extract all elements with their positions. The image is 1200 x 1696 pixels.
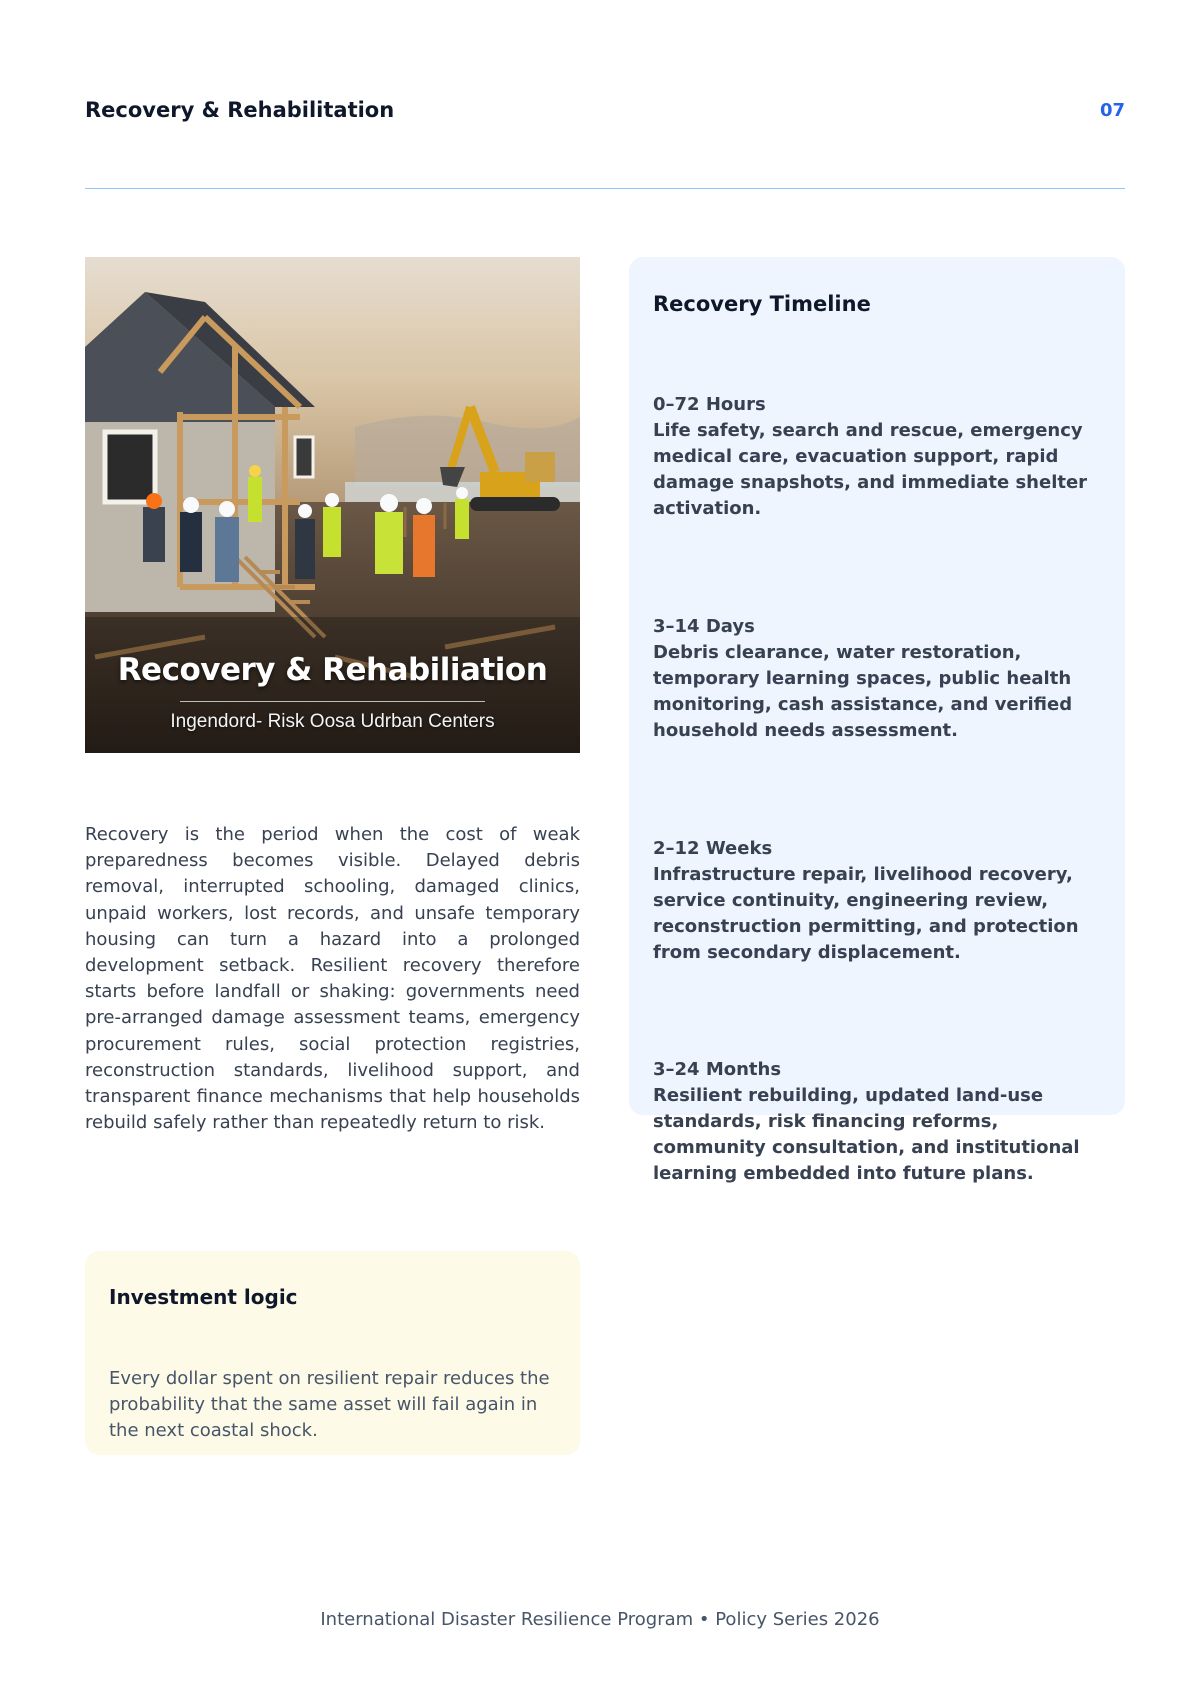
timeline-description: Life safety, search and rescue, emergency medical care, evacuation support, rapid damage snapshots, and immediate shelter activation. xyxy=(653,420,1088,519)
page-footer: International Disaster Resilience Program • Policy Series 2026 xyxy=(320,1609,880,1630)
page-header xyxy=(85,98,1125,132)
header-divider xyxy=(85,188,1125,189)
timeline-description: Debris clearance, water restoration, temporary learning spaces, public health monitoring, cash assistance, and verified household needs assessment. xyxy=(653,642,1073,741)
callout-text: Every dollar spent on resilient repair reduces the probability that the same asset will fail again in the next coastal shock. xyxy=(109,1368,550,1441)
timeline-item xyxy=(653,392,1113,522)
investment-logic-callout xyxy=(85,1251,580,1455)
hero-image xyxy=(85,257,580,753)
section-title: Recovery & Rehabilitation xyxy=(85,98,395,122)
timeline-item xyxy=(653,614,1113,744)
recovery-timeline-panel xyxy=(629,257,1125,1184)
timeline-item xyxy=(653,836,1113,966)
timeline-heading: Recovery Timeline xyxy=(653,292,871,316)
body-paragraph: Recovery is the period when the cost of weak preparedness becomes visible. Delayed debris removal, interrupted schooling, damaged clinics, unpaid workers, lost records, and unsafe temporary housing can turn a hazard into a prolonged development setback. Resilient recovery therefore starts before landfall or shaking: governments need pre-arranged damage assessment teams, emergency procurement rules, social protection registries, reconstruction standards, livelihood support, and transparent finance mechanisms that help households rebuild safely rather than repeatedly return to risk. xyxy=(85,824,580,1134)
timeline-phase: 2–12 Weeks xyxy=(653,838,773,859)
timeline-item xyxy=(653,1057,1113,1187)
image-overlay-subtitle: Ingendord- Risk Oosa Udrban Centers xyxy=(170,711,495,732)
timeline-phase: 3–24 Months xyxy=(653,1059,782,1080)
timeline-description: Resilient rebuilding, updated land-use standards, risk financing reforms, community consultation, and institutional learning embedded into future plans. xyxy=(653,1085,1080,1184)
callout-heading: Investment logic xyxy=(109,1285,298,1309)
page-number: 07 xyxy=(1099,100,1125,121)
image-overlay-title: Recovery & Rehabiliation xyxy=(117,652,548,688)
timeline-phase: 3–14 Days xyxy=(653,616,755,637)
timeline-description: Infrastructure repair, livelihood recovery, service continuity, engineering review, reconstruction permitting, and protection from secondary displacement. xyxy=(653,864,1079,963)
timeline-phase: 0–72 Hours xyxy=(653,394,766,415)
image-overlay-divider xyxy=(180,701,485,702)
